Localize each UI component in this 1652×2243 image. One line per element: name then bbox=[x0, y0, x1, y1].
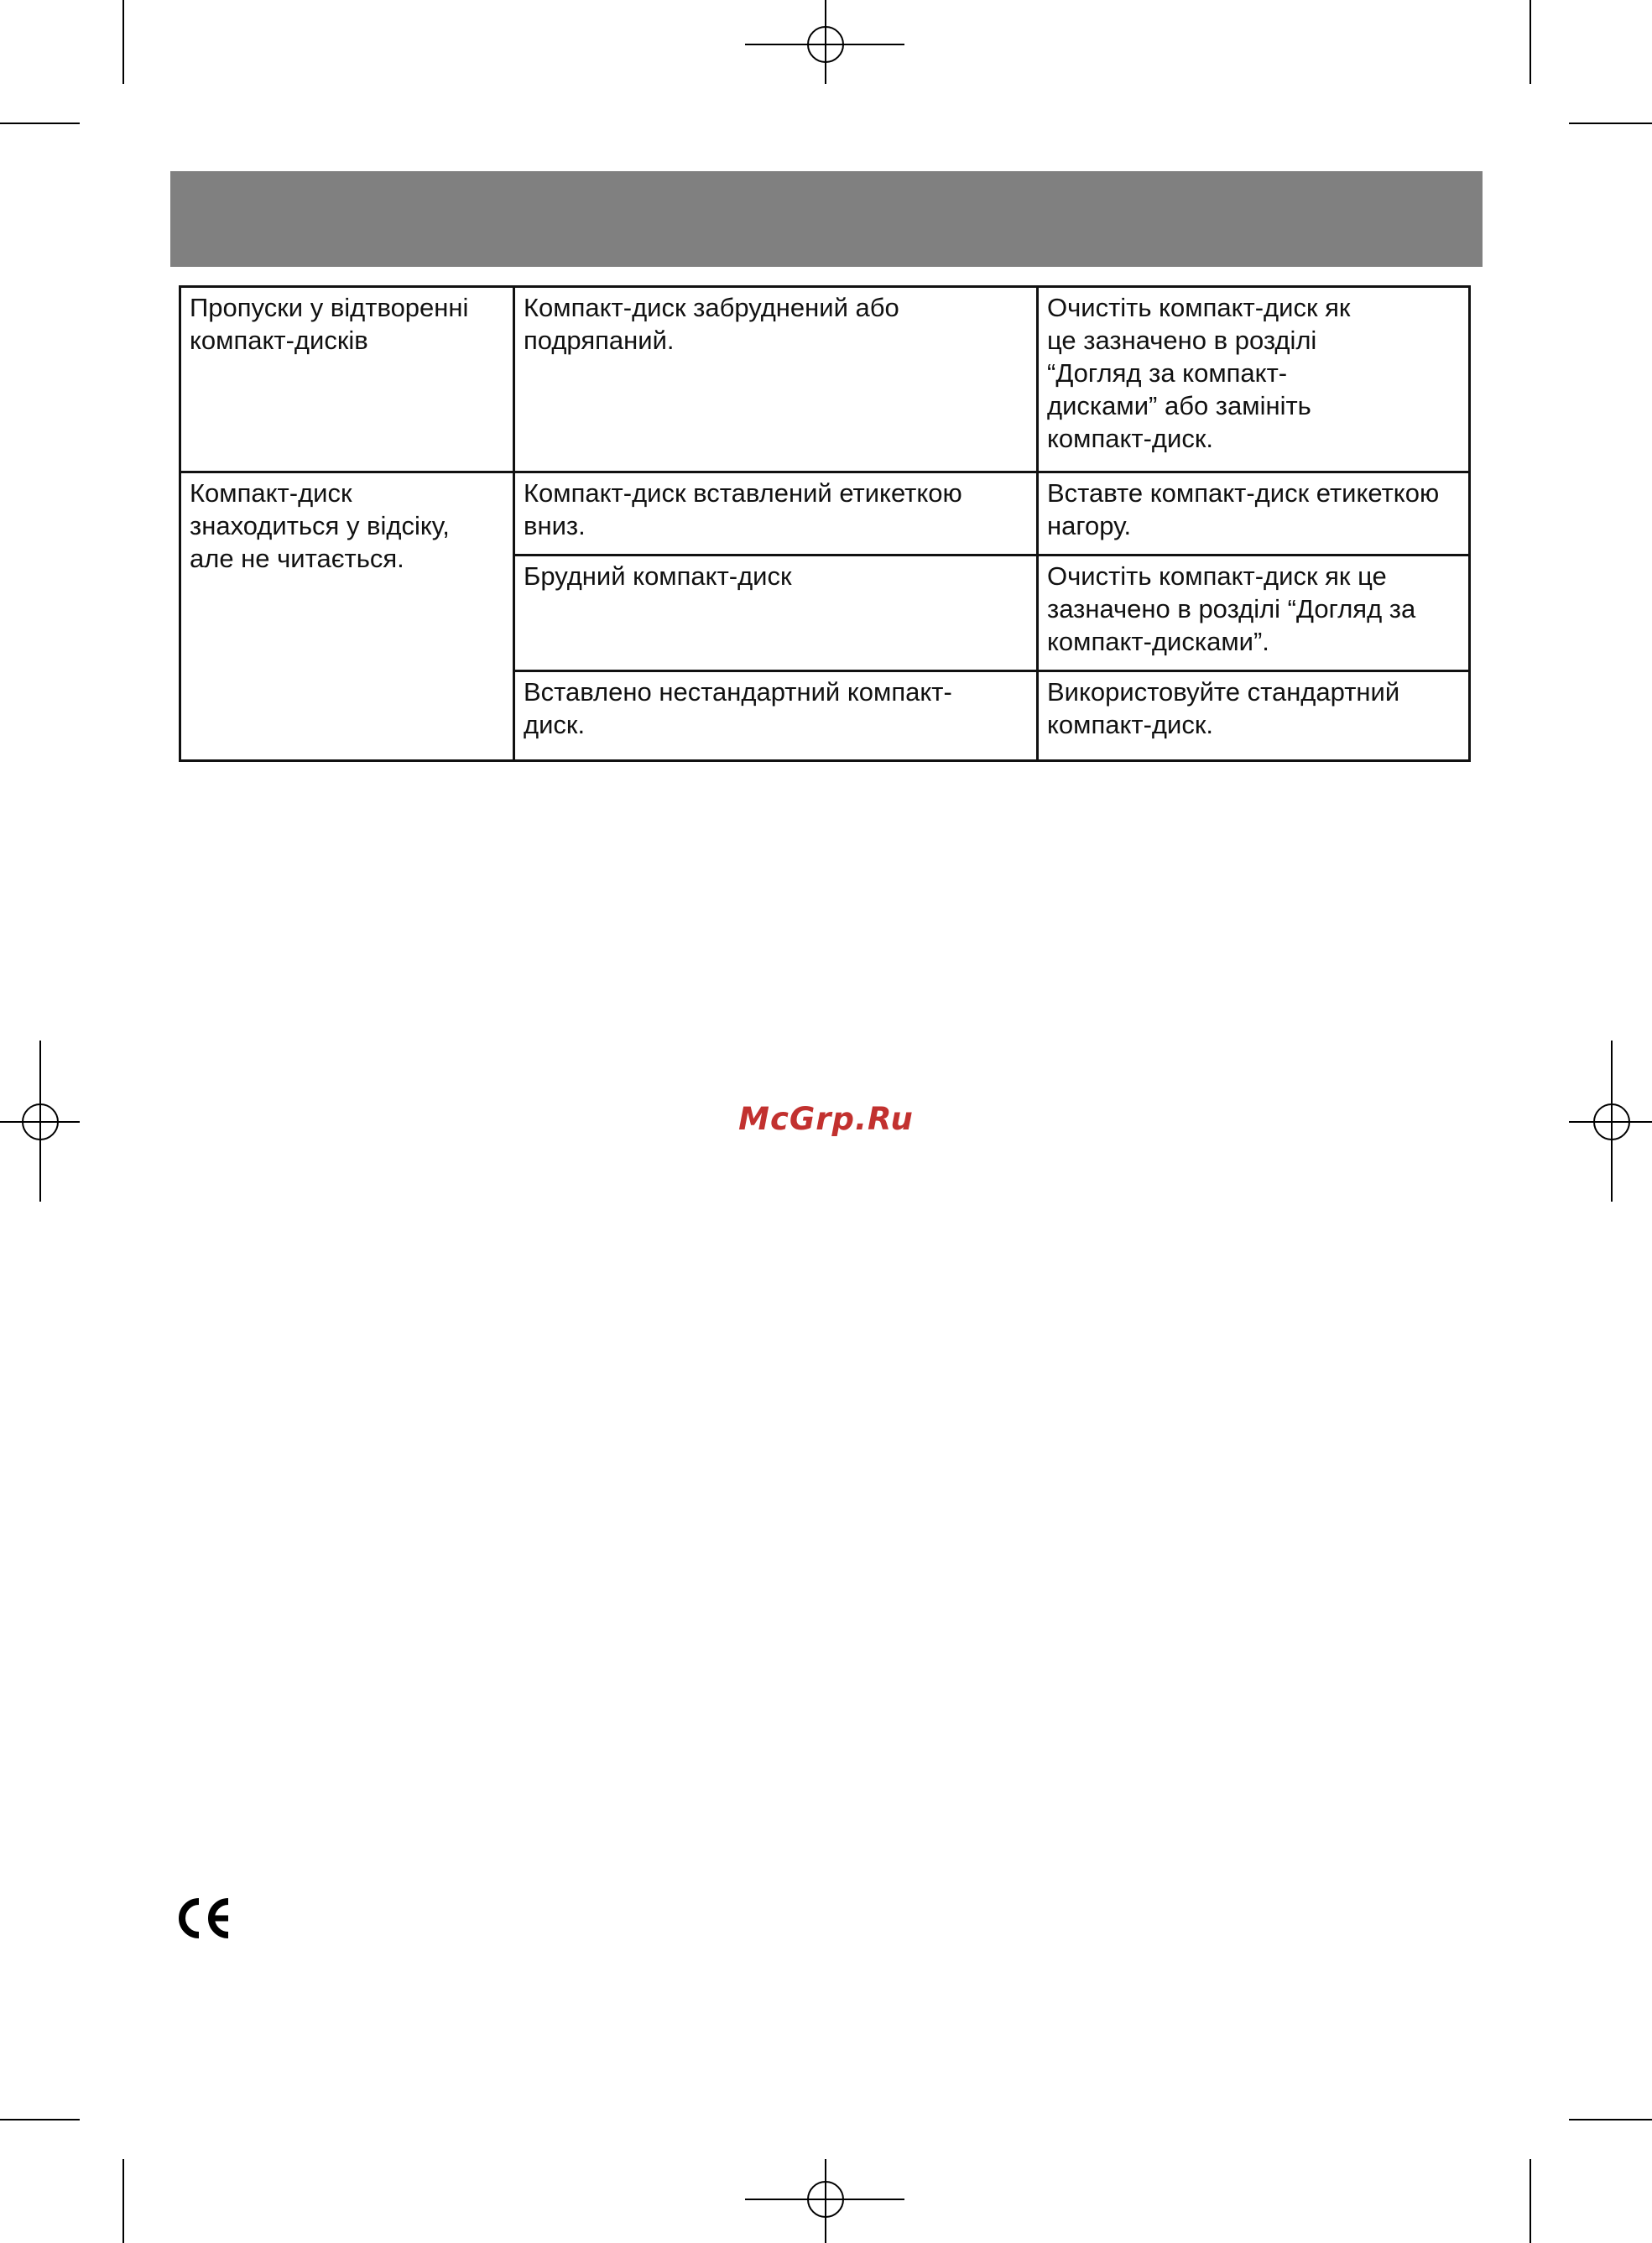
cause-cell: Брудний компакт-диск bbox=[514, 556, 1038, 671]
section-header-bar bbox=[170, 171, 1483, 267]
table-row bbox=[180, 472, 1470, 556]
registration-circle bbox=[807, 2181, 844, 2218]
problem-cell: Пропуски у відтворенні компакт-дисків bbox=[180, 287, 514, 472]
crop-mark bbox=[1569, 2119, 1652, 2120]
crop-mark bbox=[122, 2159, 124, 2243]
crop-mark bbox=[1569, 123, 1652, 124]
watermark: McGrp.Ru bbox=[738, 1101, 914, 1137]
ce-mark-icon bbox=[173, 1896, 233, 1944]
cause-cell: Вставлено нестандартний компакт- диск. bbox=[514, 671, 1038, 761]
problem-cell: Компакт-диск знаходиться у відсіку, але не читається. bbox=[180, 472, 514, 761]
crop-mark bbox=[0, 123, 80, 124]
solution-cell: Очистіть компакт-диск як це зазначено в розділі “Догляд за компакт- дисками” або замініть компакт-диск. bbox=[1038, 287, 1470, 472]
solution-cell: Очистіть компакт-диск як це зазначено в розділі “Догляд за компакт-дисками”. bbox=[1038, 556, 1470, 671]
crop-mark bbox=[1530, 0, 1531, 84]
crop-mark bbox=[0, 2119, 80, 2120]
cause-cell: Компакт-диск забруднений або подряпаний. bbox=[514, 287, 1038, 472]
solution-cell: Вставте компакт-диск етикеткою нагору. bbox=[1038, 472, 1470, 556]
troubleshooting-table bbox=[179, 285, 1471, 762]
registration-circle bbox=[807, 26, 844, 63]
table-row bbox=[180, 287, 1470, 472]
solution-cell: Використовуйте стандартний компакт-диск. bbox=[1038, 671, 1470, 761]
crop-mark bbox=[122, 0, 124, 84]
crop-mark bbox=[1530, 2159, 1531, 2243]
cause-cell: Компакт-диск вставлений етикеткою вниз. bbox=[514, 472, 1038, 556]
